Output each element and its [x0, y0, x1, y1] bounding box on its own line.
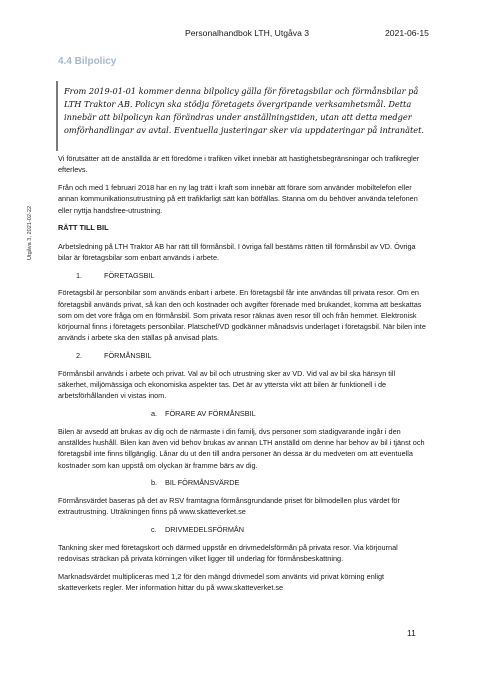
lettered-heading — [58, 477, 426, 488]
numbered-heading — [58, 270, 426, 281]
item-label: FÖRARE AV FÖRMÅNSBIL — [165, 409, 256, 419]
side-edition-note: Utgåva 3, 2021-02-22 — [27, 205, 33, 260]
paragraph: Företagsbil är personbilar som används enbart i arbete. En företagsbil får inte användas till privata resor. Om en företagsbil används privat, så kan den och kostnader och avgifter förenade med brukandet, komma att beskattas som om det vore fråga om en förmånsbil. Som privata resor räknas även resor till och från hemmet. Elektronisk körjournal finns i företagets personbilar. Platschef/VD godkänner månadsvis underlaget i företagsbil. När bilen inte används i arbete ska den ställas på anvisad plats. — [58, 288, 426, 343]
paragraph: Från och med 1 februari 2018 har en ny lag trätt i kraft som innebär att förare som använder mobiltelefon eller annan kommunikationsutrustning på ett trafikfarligt sätt kan bötfällas. Stanna om du behöver använda telefonen eller nyttja handsfree-utrustning. — [58, 182, 418, 215]
item-label: FÖRETAGSBIL — [104, 270, 155, 280]
paragraph: Vi förutsätter att de anställda är ett föredöme i trafiken vilket innebär att hastighetsbegränsningar och trafikregler efterlevs. — [58, 154, 420, 175]
page-number: 11 — [407, 628, 416, 638]
section-title: 4.4 Bilpolicy — [58, 56, 117, 67]
item-label: BIL FÖRMÅNSVÄRDE — [165, 478, 240, 488]
paragraph: Förmånsbil används i arbete och privat. Val av bil och utrustning sker av VD. Vid val av bil ska hänsyn till säkerhet, miljömässiga och ekonomiska aspekter tas. Det är av yttersta vikt att bilen är funktionell i de arbetsförhållanden vi vistas inom. — [58, 368, 396, 401]
item-number: 2. — [76, 351, 83, 361]
paragraph: Tankning sker med företagskort och därmed uppstår en drivmedelsförmån på privata resor. Via körjournal redovisas sträckan på privata körningen vilket ligger till underlag för förmånsbeskattning. — [58, 542, 398, 563]
lettered-heading — [58, 524, 426, 535]
item-number: 1. — [76, 270, 83, 280]
item-label: DRIVMEDELSFÖRMÅN — [165, 525, 245, 535]
subheading: RÄTT TILL BIL — [58, 223, 109, 233]
item-letter: b. — [151, 478, 158, 488]
policy-notice-text: From 2019-01-01 kommer denna bilpolicy gälla för företagsbilar och förmånsbilar på LTH Traktor AB. Policyn ska stödja företagets övergripande verksamhetsmål. Detta innebär att bilpolicyn kan förändras under anställningstiden, utan att detta medger omförhandlingar av avtal. Eventuella justeringar sker via uppdateringar på intranätet. — [64, 86, 425, 135]
paragraph: Marknadsvärdet multipliceras med 1,2 för den mängd drivmedel som använts vid privat körning enligt skatteverkets regler. Mer information hittar du på www.skatteverket.se — [58, 571, 385, 592]
policy-notice — [56, 81, 426, 151]
item-letter: a. — [151, 409, 158, 419]
item-letter: c. — [151, 525, 157, 535]
paragraph: Förmånsvärdet baseras på det av RSV framtagna förmånsgrundande priset för bilmodellen plus värdet för extrautrustning. Uträkningen finns på www.skatteverket.se — [58, 496, 400, 517]
header-title: Personalhandbok LTH, Utgåva 3 — [185, 28, 310, 38]
body-text — [58, 153, 426, 600]
paragraph: Bilen är avsedd att brukas av dig och de närmaste i din familj, dvs personer som stadigvarande ingår i den anställdes hushåll. Bilen kan även vid behov brukas av annan LTH anställd om denne har behov av bil i tjänst och företagsbil inte finns tillgänglig. Lånar du ut den till andra personer än dessa är du medveten om att eventuella kostnader som kan uppstå om olyckan är framme bärs av dig. — [58, 426, 425, 470]
header-date: 2021-06-15 — [385, 28, 429, 38]
lettered-heading — [58, 408, 426, 419]
numbered-heading — [58, 350, 426, 361]
item-label: FÖRMÅNSBIL — [104, 351, 152, 361]
paragraph: Arbetsledning på LTH Traktor AB har rätt till förmånsbil. I övriga fall bestäms rätten till förmånsbil av VD. Övriga bilar är företagsbilar som enbart används i arbete. — [58, 241, 416, 262]
